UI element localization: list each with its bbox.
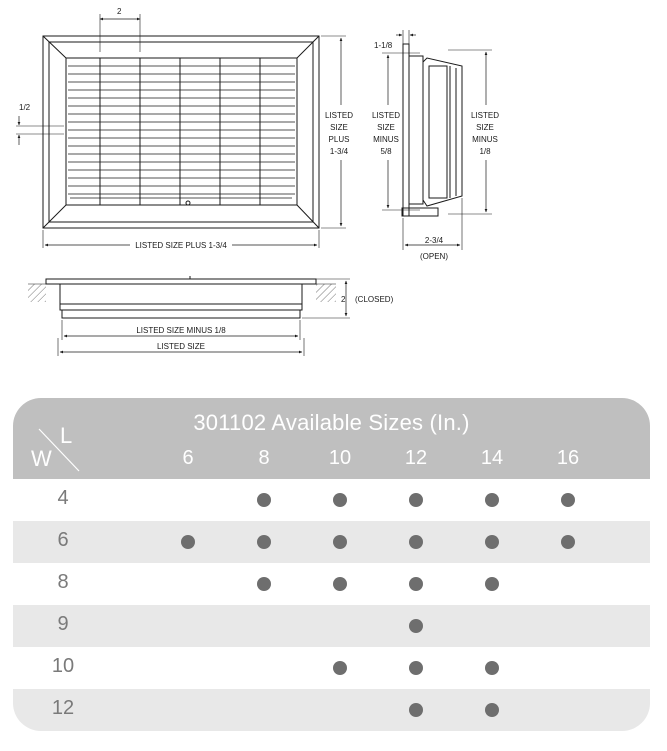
table-row [13, 521, 650, 563]
front-side-dim: 1/2 [19, 103, 31, 112]
table-row [13, 647, 650, 689]
availability-dot [409, 493, 423, 507]
row-width-label: 10 [51, 655, 75, 677]
table-row [13, 479, 650, 521]
availability-dot [561, 493, 575, 507]
table-row [13, 605, 650, 647]
row-width-label: 12 [51, 697, 75, 719]
sizes-table [13, 398, 650, 731]
front-right-label-1: LISTED [324, 111, 354, 120]
front-top-dim: 2 [117, 7, 122, 16]
side-bottom-note: (OPEN) [420, 252, 448, 261]
front-right-label-2: SIZE [330, 123, 348, 132]
availability-dot [485, 577, 499, 591]
availability-dot [333, 661, 347, 675]
availability-dot [409, 703, 423, 717]
availability-dot [409, 661, 423, 675]
availability-dot [257, 577, 271, 591]
availability-dot [485, 535, 499, 549]
front-bottom-label: LISTED SIZE PLUS 1-3/4 [135, 241, 227, 250]
column-header: 14 [480, 447, 504, 469]
section-closed-note: (CLOSED) [355, 295, 394, 304]
availability-dot [257, 535, 271, 549]
table-row [13, 563, 650, 605]
corner-label-w: W [31, 446, 52, 471]
section-inner-label: LISTED SIZE MINUS 1/8 [136, 326, 226, 335]
availability-dot [409, 535, 423, 549]
availability-dot [485, 493, 499, 507]
table-title: 301102 Available Sizes (In.) [193, 410, 470, 435]
side-left-label-4: 5/8 [380, 147, 392, 156]
front-right-label-3: PLUS [328, 135, 350, 144]
table-row [13, 689, 650, 731]
corner-label-l: L [60, 423, 73, 448]
availability-dot [485, 661, 499, 675]
column-header: 10 [328, 447, 352, 469]
availability-dot [561, 535, 575, 549]
section-outer-label: LISTED SIZE [156, 342, 206, 351]
row-width-label: 6 [57, 529, 69, 551]
availability-dot [409, 577, 423, 591]
row-width-label: 4 [57, 487, 69, 509]
column-header: 16 [556, 447, 580, 469]
side-left-label-2: SIZE [377, 123, 395, 132]
side-left-label-3: MINUS [373, 135, 399, 144]
side-bottom-dim: 2-3/4 [424, 236, 444, 245]
front-right-label-4: 1-3/4 [329, 147, 349, 156]
section-closed-dim: 2 [341, 295, 346, 304]
side-top-dim: 1-1/8 [374, 41, 393, 50]
availability-dot [485, 703, 499, 717]
side-right-label-2: SIZE [476, 123, 494, 132]
side-left-label-1: LISTED [371, 111, 401, 120]
row-width-label: 8 [57, 571, 69, 593]
availability-dot [409, 619, 423, 633]
availability-dot [333, 493, 347, 507]
availability-dot [333, 577, 347, 591]
availability-dot [257, 493, 271, 507]
column-header: 12 [404, 447, 428, 469]
column-header: 6 [182, 447, 194, 469]
availability-dot [181, 535, 195, 549]
column-header: 8 [258, 447, 270, 469]
side-right-label-1: LISTED [470, 111, 500, 120]
side-right-label-3: MINUS [472, 135, 498, 144]
table-header [13, 398, 650, 479]
availability-dot [333, 535, 347, 549]
side-right-label-4: 1/8 [479, 147, 491, 156]
row-width-label: 9 [57, 613, 69, 635]
front-view [16, 14, 346, 248]
